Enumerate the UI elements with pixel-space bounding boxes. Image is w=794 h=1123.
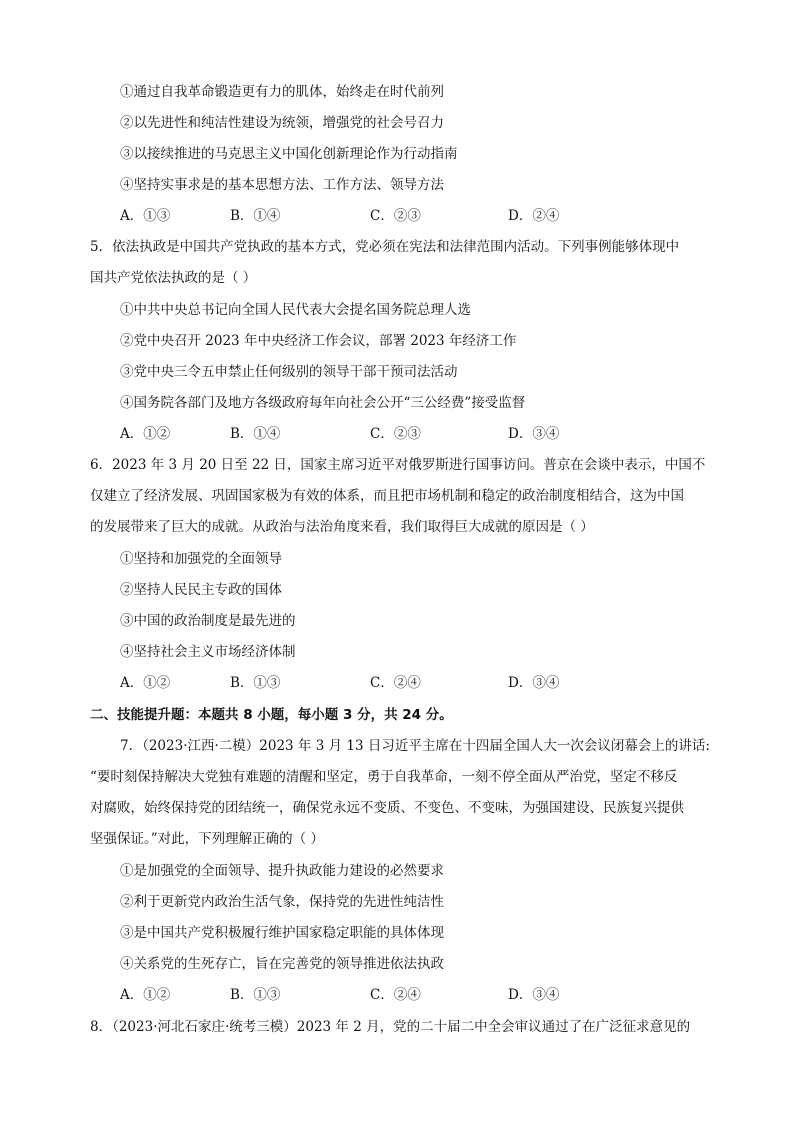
- choice-c[interactable]: C．②④: [370, 675, 421, 691]
- question-stem-line: 国共产党依法执政的是（ ）: [90, 270, 257, 286]
- question-stem-line: 8．（2023·河北石家庄·统考三模）2023 年 2 月，党的二十届二中全会审议通过了在广泛征求意见的: [90, 1019, 691, 1035]
- choice-c[interactable]: C．②④: [370, 987, 421, 1003]
- option-4: ④国务院各部门及地方各级政府每年向社会公开“三公经费”接受监督: [120, 395, 526, 411]
- option-3: ③党中央三令五申禁止任何级别的领导干部干预司法活动: [120, 364, 458, 380]
- choice-b[interactable]: B．①③: [230, 987, 281, 1003]
- option-4: ④关系党的生死存亡，旨在完善党的领导推进依法执政: [120, 956, 444, 972]
- option-1: ①是加强党的全面领导、提升执政能力建设的必然要求: [120, 863, 444, 879]
- option-2: ②利于更新党内政治生活气象，保持党的先进性纯洁性: [120, 894, 444, 910]
- question-stem-line: 5．依法执政是中国共产党执政的基本方式，党必须在宪法和法律范围内活动。下列事例能够体现中: [90, 239, 680, 255]
- choice-a[interactable]: A．①②: [120, 987, 171, 1003]
- question-stem-line: 7．（2023·江西·二模）2023 年 3 月 13 日习近平主席在十四届全国人大一次会议闭幕会上的讲话:: [120, 738, 710, 754]
- choice-b[interactable]: B．①④: [230, 208, 281, 224]
- choice-b[interactable]: B．①③: [230, 675, 281, 691]
- option-2: ②以先进性和纯洁性建设为统领，增强党的社会号召力: [120, 115, 444, 131]
- choice-c[interactable]: C．②③: [370, 208, 421, 224]
- question-stem-line: 坚强保证。”对此，下列理解正确的（ ）: [90, 831, 324, 847]
- section-heading: 二、技能提升题：本题共 8 小题，每小题 3 分，共 24 分。: [90, 707, 453, 723]
- choice-a[interactable]: A．①②: [120, 675, 171, 691]
- question-stem-line: 的发展带来了巨大的成就。从政治与法治角度来看，我们取得巨大成就的原因是（ ）: [90, 519, 594, 535]
- option-4: ④坚持实事求是的基本思想方法、工作方法、领导方法: [120, 177, 444, 193]
- choice-c[interactable]: C．②③: [370, 426, 421, 442]
- option-3: ③以接续推进的马克思主义中国化创新理论作为行动指南: [120, 146, 458, 162]
- option-1: ①坚持和加强党的全面领导: [120, 551, 282, 567]
- question-stem-line: 6．2023 年 3 月 20 日至 22 日，国家主席习近平对俄罗斯进行国事访问。普京在会谈中表示，中国不: [90, 457, 706, 473]
- question-stem-line: 对腐败，始终保持党的团结统一，确保党永远不变质、不变色、不变味，为强国建设、民族复兴提供: [90, 800, 684, 816]
- option-3: ③是中国共产党积极履行维护国家稳定职能的具体体现: [120, 925, 444, 941]
- choice-d[interactable]: D．③④: [508, 675, 560, 691]
- question-stem-line: “要时刻保持解决大党独有难题的清醒和坚定，勇于自我革命，一刻不停全面从严治党，坚定不移反: [90, 769, 678, 785]
- choice-a[interactable]: A．①②: [120, 426, 171, 442]
- option-4: ④坚持社会主义市场经济体制: [120, 644, 296, 660]
- choice-d[interactable]: D．③④: [508, 987, 560, 1003]
- question-stem-line: 仅建立了经济发展、巩固国家极为有效的体系，而且把市场机制和稳定的政治制度相结合，这为中国: [90, 488, 684, 504]
- choice-b[interactable]: B．①④: [230, 426, 281, 442]
- option-3: ③中国的政治制度是最先进的: [120, 613, 296, 629]
- option-2: ②坚持人民民主专政的国体: [120, 582, 282, 598]
- choice-d[interactable]: D．②④: [508, 208, 560, 224]
- option-1: ①中共中央总书记向全国人民代表大会提名国务院总理人选: [120, 302, 471, 318]
- option-1: ①通过自我革命锻造更有力的肌体，始终走在时代前列: [120, 84, 444, 100]
- option-2: ②党中央召开 2023 年中央经济工作会议，部署 2023 年经济工作: [120, 333, 517, 349]
- choice-d[interactable]: D．③④: [508, 426, 560, 442]
- choice-a[interactable]: A．①③: [120, 208, 171, 224]
